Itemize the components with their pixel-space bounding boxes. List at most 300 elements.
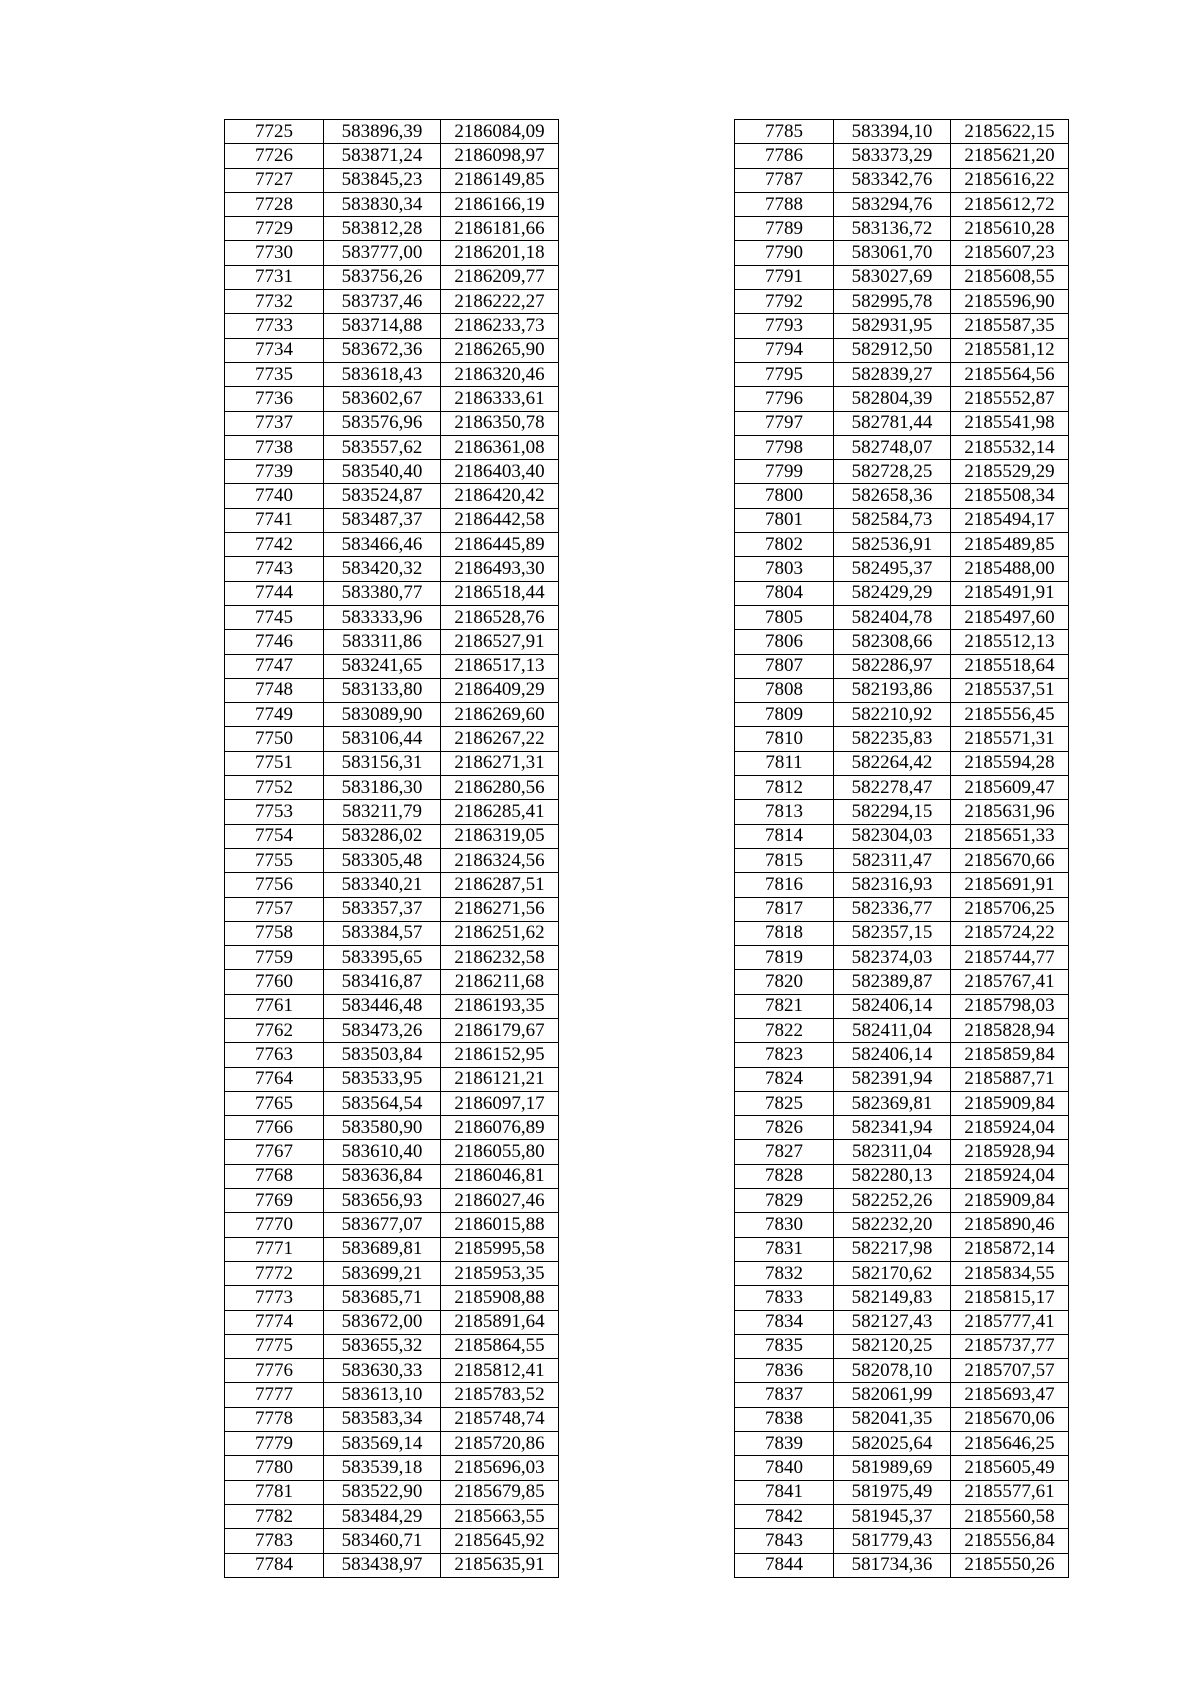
x-coordinate-cell: 583394,10 — [834, 120, 951, 144]
point-number-cell: 7767 — [225, 1140, 324, 1164]
y-coordinate-cell: 2185707,57 — [951, 1359, 1069, 1383]
x-coordinate-cell: 582217,98 — [834, 1237, 951, 1261]
point-number-cell: 7822 — [735, 1018, 834, 1042]
table-row — [735, 1237, 1069, 1261]
y-coordinate-cell: 2186055,80 — [441, 1140, 559, 1164]
y-coordinate-cell: 2185609,47 — [951, 776, 1069, 800]
point-number-cell: 7772 — [225, 1261, 324, 1285]
point-number-cell: 7785 — [735, 120, 834, 144]
table-row — [225, 970, 559, 994]
y-coordinate-cell: 2186420,42 — [441, 484, 559, 508]
x-coordinate-cell: 583395,65 — [324, 946, 441, 970]
table-row — [735, 314, 1069, 338]
x-coordinate-cell: 582278,47 — [834, 776, 951, 800]
table-row — [735, 1043, 1069, 1067]
y-coordinate-cell: 2185909,84 — [951, 1091, 1069, 1115]
point-number-cell: 7825 — [735, 1091, 834, 1115]
table-row — [735, 533, 1069, 557]
table-row — [225, 727, 559, 751]
x-coordinate-cell: 583871,24 — [324, 144, 441, 168]
y-coordinate-cell: 2185532,14 — [951, 435, 1069, 459]
table-row — [225, 411, 559, 435]
x-coordinate-cell: 582781,44 — [834, 411, 951, 435]
y-coordinate-cell: 2185995,58 — [441, 1237, 559, 1261]
point-number-cell: 7753 — [225, 800, 324, 824]
x-coordinate-cell: 582316,93 — [834, 873, 951, 897]
point-number-cell: 7738 — [225, 435, 324, 459]
table-row — [735, 605, 1069, 629]
y-coordinate-cell: 2186285,41 — [441, 800, 559, 824]
x-coordinate-cell: 581734,36 — [834, 1553, 951, 1577]
point-number-cell: 7779 — [225, 1432, 324, 1456]
y-coordinate-cell: 2186287,51 — [441, 873, 559, 897]
y-coordinate-cell: 2185550,26 — [951, 1553, 1069, 1577]
x-coordinate-cell: 582411,04 — [834, 1018, 951, 1042]
y-coordinate-cell: 2185581,12 — [951, 338, 1069, 362]
table-row — [735, 1140, 1069, 1164]
table-row — [225, 1529, 559, 1553]
table-row — [225, 1067, 559, 1091]
x-coordinate-cell: 583305,48 — [324, 848, 441, 872]
y-coordinate-cell: 2185651,33 — [951, 824, 1069, 848]
x-coordinate-cell: 582584,73 — [834, 508, 951, 532]
table-row — [225, 387, 559, 411]
x-coordinate-cell: 582235,83 — [834, 727, 951, 751]
table-row — [735, 1529, 1069, 1553]
x-coordinate-cell: 582429,29 — [834, 581, 951, 605]
table-row — [735, 994, 1069, 1018]
point-number-cell: 7830 — [735, 1213, 834, 1237]
point-number-cell: 7819 — [735, 946, 834, 970]
x-coordinate-cell: 583384,57 — [324, 921, 441, 945]
y-coordinate-cell: 2186350,78 — [441, 411, 559, 435]
table-row — [735, 751, 1069, 775]
table-row — [735, 1213, 1069, 1237]
y-coordinate-cell: 2186121,21 — [441, 1067, 559, 1091]
x-coordinate-cell: 582369,81 — [834, 1091, 951, 1115]
point-number-cell: 7801 — [735, 508, 834, 532]
point-number-cell: 7731 — [225, 265, 324, 289]
table-row — [735, 1261, 1069, 1285]
point-number-cell: 7783 — [225, 1529, 324, 1553]
table-row — [225, 435, 559, 459]
table-row — [735, 1359, 1069, 1383]
x-coordinate-cell: 583333,96 — [324, 605, 441, 629]
x-coordinate-cell: 583618,43 — [324, 362, 441, 386]
table-row — [225, 1504, 559, 1528]
y-coordinate-cell: 2185670,66 — [951, 848, 1069, 872]
table-row — [225, 533, 559, 557]
table-row — [225, 1116, 559, 1140]
point-number-cell: 7843 — [735, 1529, 834, 1553]
x-coordinate-cell: 583576,96 — [324, 411, 441, 435]
y-coordinate-cell: 2185872,14 — [951, 1237, 1069, 1261]
table-row — [735, 192, 1069, 216]
point-number-cell: 7725 — [225, 120, 324, 144]
point-number-cell: 7757 — [225, 897, 324, 921]
x-coordinate-cell: 582170,62 — [834, 1261, 951, 1285]
x-coordinate-cell: 582536,91 — [834, 533, 951, 557]
table-row — [225, 776, 559, 800]
y-coordinate-cell: 2185560,58 — [951, 1504, 1069, 1528]
y-coordinate-cell: 2185635,91 — [441, 1553, 559, 1577]
point-number-cell: 7842 — [735, 1504, 834, 1528]
point-number-cell: 7784 — [225, 1553, 324, 1577]
point-number-cell: 7764 — [225, 1067, 324, 1091]
point-number-cell: 7837 — [735, 1383, 834, 1407]
y-coordinate-cell: 2185693,47 — [951, 1383, 1069, 1407]
y-coordinate-cell: 2186201,18 — [441, 241, 559, 265]
table-row — [225, 1334, 559, 1358]
y-coordinate-cell: 2185571,31 — [951, 727, 1069, 751]
y-coordinate-cell: 2185552,87 — [951, 387, 1069, 411]
y-coordinate-cell: 2185706,25 — [951, 897, 1069, 921]
y-coordinate-cell: 2185737,77 — [951, 1334, 1069, 1358]
x-coordinate-cell: 583569,14 — [324, 1432, 441, 1456]
point-number-cell: 7756 — [225, 873, 324, 897]
y-coordinate-cell: 2185724,22 — [951, 921, 1069, 945]
table-row — [225, 1018, 559, 1042]
point-number-cell: 7797 — [735, 411, 834, 435]
y-coordinate-cell: 2185608,55 — [951, 265, 1069, 289]
point-number-cell: 7750 — [225, 727, 324, 751]
point-number-cell: 7790 — [735, 241, 834, 265]
x-coordinate-cell: 582304,03 — [834, 824, 951, 848]
x-coordinate-cell: 583524,87 — [324, 484, 441, 508]
y-coordinate-cell: 2185663,55 — [441, 1504, 559, 1528]
x-coordinate-cell: 583896,39 — [324, 120, 441, 144]
table-row — [735, 484, 1069, 508]
table-row — [735, 897, 1069, 921]
y-coordinate-cell: 2185767,41 — [951, 970, 1069, 994]
table-row — [225, 751, 559, 775]
table-row — [225, 265, 559, 289]
point-number-cell: 7752 — [225, 776, 324, 800]
table-row — [225, 1456, 559, 1480]
y-coordinate-cell: 2185621,20 — [951, 144, 1069, 168]
y-coordinate-cell: 2185518,64 — [951, 654, 1069, 678]
point-number-cell: 7749 — [225, 703, 324, 727]
table-row — [225, 1553, 559, 1577]
y-coordinate-cell: 2185887,71 — [951, 1067, 1069, 1091]
x-coordinate-cell: 581945,37 — [834, 1504, 951, 1528]
x-coordinate-cell: 583484,29 — [324, 1504, 441, 1528]
x-coordinate-cell: 582341,94 — [834, 1116, 951, 1140]
y-coordinate-cell: 2185891,64 — [441, 1310, 559, 1334]
y-coordinate-cell: 2185777,41 — [951, 1310, 1069, 1334]
x-coordinate-cell: 583830,34 — [324, 192, 441, 216]
x-coordinate-cell: 583156,31 — [324, 751, 441, 775]
y-coordinate-cell: 2185798,03 — [951, 994, 1069, 1018]
point-number-cell: 7755 — [225, 848, 324, 872]
table-row — [225, 678, 559, 702]
point-number-cell: 7813 — [735, 800, 834, 824]
x-coordinate-cell: 583655,32 — [324, 1334, 441, 1358]
y-coordinate-cell: 2186445,89 — [441, 533, 559, 557]
x-coordinate-cell: 583602,67 — [324, 387, 441, 411]
table-row — [735, 848, 1069, 872]
x-coordinate-cell: 582210,92 — [834, 703, 951, 727]
y-coordinate-cell: 2186271,56 — [441, 897, 559, 921]
table-row — [225, 1043, 559, 1067]
x-coordinate-cell: 582374,03 — [834, 946, 951, 970]
table-row — [225, 1261, 559, 1285]
y-coordinate-cell: 2185488,00 — [951, 557, 1069, 581]
table-row — [735, 1067, 1069, 1091]
point-number-cell: 7817 — [735, 897, 834, 921]
x-coordinate-cell: 583539,18 — [324, 1456, 441, 1480]
table-row — [735, 921, 1069, 945]
y-coordinate-cell: 2185612,72 — [951, 192, 1069, 216]
table-row — [735, 581, 1069, 605]
table-row — [225, 946, 559, 970]
x-coordinate-cell: 583737,46 — [324, 290, 441, 314]
point-number-cell: 7803 — [735, 557, 834, 581]
x-coordinate-cell: 582252,26 — [834, 1189, 951, 1213]
x-coordinate-cell: 583503,84 — [324, 1043, 441, 1067]
y-coordinate-cell: 2185828,94 — [951, 1018, 1069, 1042]
y-coordinate-cell: 2185529,29 — [951, 460, 1069, 484]
y-coordinate-cell: 2185489,85 — [951, 533, 1069, 557]
point-number-cell: 7745 — [225, 605, 324, 629]
y-coordinate-cell: 2185556,45 — [951, 703, 1069, 727]
x-coordinate-cell: 582406,14 — [834, 994, 951, 1018]
y-coordinate-cell: 2186409,29 — [441, 678, 559, 702]
y-coordinate-cell: 2185491,91 — [951, 581, 1069, 605]
table-row — [735, 1018, 1069, 1042]
point-number-cell: 7841 — [735, 1480, 834, 1504]
x-coordinate-cell: 582912,50 — [834, 338, 951, 362]
x-coordinate-cell: 583241,65 — [324, 654, 441, 678]
y-coordinate-cell: 2185497,60 — [951, 605, 1069, 629]
table-row — [225, 508, 559, 532]
y-coordinate-cell: 2186084,09 — [441, 120, 559, 144]
point-number-cell: 7810 — [735, 727, 834, 751]
y-coordinate-cell: 2186493,30 — [441, 557, 559, 581]
x-coordinate-cell: 583656,93 — [324, 1189, 441, 1213]
point-number-cell: 7782 — [225, 1504, 324, 1528]
y-coordinate-cell: 2186046,81 — [441, 1164, 559, 1188]
y-coordinate-cell: 2186166,19 — [441, 192, 559, 216]
point-number-cell: 7800 — [735, 484, 834, 508]
y-coordinate-cell: 2186280,56 — [441, 776, 559, 800]
table-row — [225, 1213, 559, 1237]
x-coordinate-cell: 583438,97 — [324, 1553, 441, 1577]
x-coordinate-cell: 582389,87 — [834, 970, 951, 994]
x-coordinate-cell: 583380,77 — [324, 581, 441, 605]
y-coordinate-cell: 2185670,06 — [951, 1407, 1069, 1431]
y-coordinate-cell: 2186517,13 — [441, 654, 559, 678]
y-coordinate-cell: 2185748,74 — [441, 1407, 559, 1431]
x-coordinate-cell: 582728,25 — [834, 460, 951, 484]
point-number-cell: 7735 — [225, 362, 324, 386]
table-row — [225, 703, 559, 727]
y-coordinate-cell: 2185720,86 — [441, 1432, 559, 1456]
x-coordinate-cell: 582357,15 — [834, 921, 951, 945]
point-number-cell: 7733 — [225, 314, 324, 338]
y-coordinate-cell: 2186269,60 — [441, 703, 559, 727]
y-coordinate-cell: 2185512,13 — [951, 630, 1069, 654]
x-coordinate-cell: 583136,72 — [834, 217, 951, 241]
x-coordinate-cell: 583845,23 — [324, 168, 441, 192]
point-number-cell: 7824 — [735, 1067, 834, 1091]
point-number-cell: 7799 — [735, 460, 834, 484]
y-coordinate-cell: 2186324,56 — [441, 848, 559, 872]
table-row — [225, 1407, 559, 1431]
point-number-cell: 7816 — [735, 873, 834, 897]
table-row — [225, 994, 559, 1018]
x-coordinate-cell: 582286,97 — [834, 654, 951, 678]
y-coordinate-cell: 2185864,55 — [441, 1334, 559, 1358]
y-coordinate-cell: 2185815,17 — [951, 1286, 1069, 1310]
point-number-cell: 7766 — [225, 1116, 324, 1140]
table-body — [225, 120, 559, 1578]
x-coordinate-cell: 582232,20 — [834, 1213, 951, 1237]
x-coordinate-cell: 582311,47 — [834, 848, 951, 872]
point-number-cell: 7840 — [735, 1456, 834, 1480]
y-coordinate-cell: 2186233,73 — [441, 314, 559, 338]
x-coordinate-cell: 582280,13 — [834, 1164, 951, 1188]
point-number-cell: 7734 — [225, 338, 324, 362]
y-coordinate-cell: 2186320,46 — [441, 362, 559, 386]
y-coordinate-cell: 2186193,35 — [441, 994, 559, 1018]
table-row — [225, 168, 559, 192]
x-coordinate-cell: 583672,00 — [324, 1310, 441, 1334]
point-number-cell: 7844 — [735, 1553, 834, 1577]
table-row — [735, 557, 1069, 581]
table-row — [735, 1504, 1069, 1528]
x-coordinate-cell: 583672,36 — [324, 338, 441, 362]
point-number-cell: 7827 — [735, 1140, 834, 1164]
x-coordinate-cell: 583027,69 — [834, 265, 951, 289]
x-coordinate-cell: 583533,95 — [324, 1067, 441, 1091]
table-row — [225, 654, 559, 678]
x-coordinate-cell: 581975,49 — [834, 1480, 951, 1504]
x-coordinate-cell: 582336,77 — [834, 897, 951, 921]
table-row — [225, 460, 559, 484]
point-number-cell: 7829 — [735, 1189, 834, 1213]
y-coordinate-cell: 2185577,61 — [951, 1480, 1069, 1504]
table-row — [735, 1189, 1069, 1213]
table-row — [225, 314, 559, 338]
point-number-cell: 7806 — [735, 630, 834, 654]
point-number-cell: 7820 — [735, 970, 834, 994]
point-number-cell: 7826 — [735, 1116, 834, 1140]
x-coordinate-cell: 583061,70 — [834, 241, 951, 265]
table-row — [735, 411, 1069, 435]
table-row — [225, 630, 559, 654]
point-number-cell: 7809 — [735, 703, 834, 727]
table-row — [225, 1383, 559, 1407]
table-row — [225, 873, 559, 897]
point-number-cell: 7823 — [735, 1043, 834, 1067]
table-row — [225, 1286, 559, 1310]
y-coordinate-cell: 2185679,85 — [441, 1480, 559, 1504]
x-coordinate-cell: 582149,83 — [834, 1286, 951, 1310]
y-coordinate-cell: 2185610,28 — [951, 217, 1069, 241]
y-coordinate-cell: 2185691,91 — [951, 873, 1069, 897]
point-number-cell: 7761 — [225, 994, 324, 1018]
point-number-cell: 7791 — [735, 265, 834, 289]
table-row — [735, 1480, 1069, 1504]
table-row — [735, 703, 1069, 727]
point-number-cell: 7726 — [225, 144, 324, 168]
x-coordinate-cell: 583564,54 — [324, 1091, 441, 1115]
x-coordinate-cell: 582061,99 — [834, 1383, 951, 1407]
x-coordinate-cell: 583487,37 — [324, 508, 441, 532]
table-row — [735, 873, 1069, 897]
x-coordinate-cell: 582294,15 — [834, 800, 951, 824]
x-coordinate-cell: 583106,44 — [324, 727, 441, 751]
table-row — [225, 1189, 559, 1213]
point-number-cell: 7742 — [225, 533, 324, 557]
table-row — [225, 897, 559, 921]
x-coordinate-cell: 582311,04 — [834, 1140, 951, 1164]
x-coordinate-cell: 582391,94 — [834, 1067, 951, 1091]
y-coordinate-cell: 2186181,66 — [441, 217, 559, 241]
point-number-cell: 7759 — [225, 946, 324, 970]
point-number-cell: 7805 — [735, 605, 834, 629]
x-coordinate-cell: 583689,81 — [324, 1237, 441, 1261]
table-row — [735, 1432, 1069, 1456]
x-coordinate-cell: 583133,80 — [324, 678, 441, 702]
y-coordinate-cell: 2185594,28 — [951, 751, 1069, 775]
x-coordinate-cell: 583714,88 — [324, 314, 441, 338]
point-number-cell: 7736 — [225, 387, 324, 411]
y-coordinate-cell: 2185607,23 — [951, 241, 1069, 265]
table-row — [225, 241, 559, 265]
point-number-cell: 7743 — [225, 557, 324, 581]
y-coordinate-cell: 2186403,40 — [441, 460, 559, 484]
y-coordinate-cell: 2185928,94 — [951, 1140, 1069, 1164]
y-coordinate-cell: 2185908,88 — [441, 1286, 559, 1310]
point-number-cell: 7728 — [225, 192, 324, 216]
table-row — [225, 824, 559, 848]
point-number-cell: 7776 — [225, 1359, 324, 1383]
table-row — [225, 362, 559, 386]
y-coordinate-cell: 2185783,52 — [441, 1383, 559, 1407]
table-row — [735, 265, 1069, 289]
x-coordinate-cell: 583416,87 — [324, 970, 441, 994]
point-number-cell: 7758 — [225, 921, 324, 945]
table-row — [735, 120, 1069, 144]
point-number-cell: 7747 — [225, 654, 324, 678]
point-number-cell: 7751 — [225, 751, 324, 775]
x-coordinate-cell: 582495,37 — [834, 557, 951, 581]
x-coordinate-cell: 582804,39 — [834, 387, 951, 411]
point-number-cell: 7780 — [225, 1456, 324, 1480]
point-number-cell: 7812 — [735, 776, 834, 800]
point-number-cell: 7774 — [225, 1310, 324, 1334]
x-coordinate-cell: 583540,40 — [324, 460, 441, 484]
point-number-cell: 7778 — [225, 1407, 324, 1431]
table-row — [225, 217, 559, 241]
y-coordinate-cell: 2186152,95 — [441, 1043, 559, 1067]
y-coordinate-cell: 2186179,67 — [441, 1018, 559, 1042]
point-number-cell: 7786 — [735, 144, 834, 168]
x-coordinate-cell: 583630,33 — [324, 1359, 441, 1383]
point-number-cell: 7740 — [225, 484, 324, 508]
point-number-cell: 7775 — [225, 1334, 324, 1358]
point-number-cell: 7729 — [225, 217, 324, 241]
table-row — [735, 1553, 1069, 1577]
x-coordinate-cell: 583699,21 — [324, 1261, 441, 1285]
table-row — [735, 1116, 1069, 1140]
x-coordinate-cell: 583211,79 — [324, 800, 441, 824]
table-row — [225, 338, 559, 362]
point-number-cell: 7832 — [735, 1261, 834, 1285]
table-row — [735, 1383, 1069, 1407]
